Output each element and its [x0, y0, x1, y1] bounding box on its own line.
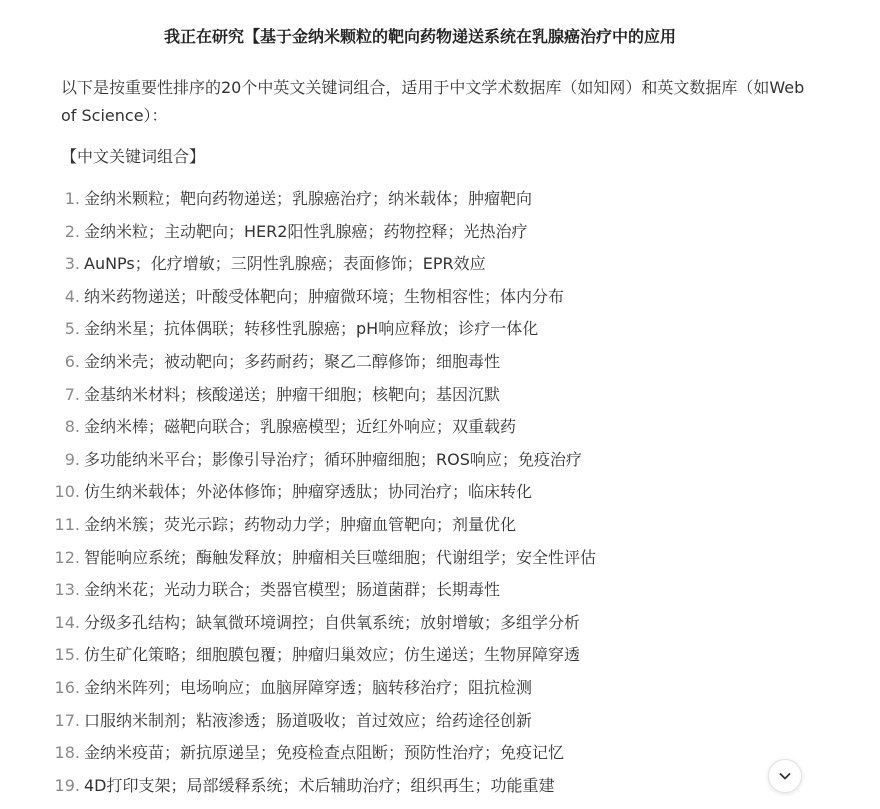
- keyword-item-number: 19.: [54, 775, 80, 795]
- scroll-down-button[interactable]: [768, 759, 802, 793]
- keyword-item-text: 多功能纳米平台；影像引导治疗；循环肿瘤细胞；ROS响应；免疫治疗: [84, 449, 582, 469]
- keyword-item: [0, 739, 880, 772]
- keyword-item-number: 2.: [64, 221, 80, 241]
- keyword-item: [0, 348, 880, 381]
- keyword-item-text: 金纳米簇；荧光示踪；药物动力学；肿瘤血管靶向；剂量优化: [84, 514, 517, 534]
- keyword-item: [0, 185, 880, 218]
- keyword-item: [0, 315, 880, 348]
- keyword-item: [0, 446, 880, 479]
- keyword-item-number: 12.: [54, 547, 80, 567]
- keyword-item-number: 18.: [54, 743, 80, 763]
- chevron-down-icon: [778, 769, 792, 783]
- keyword-item-text: 金纳米壳；被动靶向；多药耐药；聚乙二醇修饰；细胞毒性: [84, 351, 501, 371]
- keyword-item-text: 口服纳米制剂；粘液渗透；肠道吸收；首过效应；给药途径创新: [84, 710, 533, 730]
- keyword-item-number: 7.: [64, 384, 80, 404]
- keyword-item-text: 金纳米粒；主动靶向；HER2阳性乳腺癌；药物控释；光热治疗: [84, 221, 528, 241]
- keyword-item-text: AuNPs；化疗增敏；三阴性乳腺癌；表面修饰；EPR效应: [84, 254, 486, 274]
- question-title: 我正在研究【基于金纳米颗粒的靶向药物递送系统在乳腺癌治疗中的应用: [163, 27, 676, 46]
- keyword-item: [0, 413, 880, 446]
- keyword-item-number: 3.: [64, 254, 80, 274]
- keyword-item-number: 9.: [64, 449, 80, 469]
- keyword-item-text: 金纳米颗粒；靶向药物递送；乳腺癌治疗；纳米载体；肿瘤靶向: [84, 189, 533, 208]
- section-heading: 【中文关键词组合】: [61, 147, 206, 166]
- keyword-item: [0, 218, 880, 251]
- keyword-list: [0, 185, 880, 804]
- keyword-item-text: 金纳米疫苗；新抗原递呈；免疫检查点阻断；预防性治疗；免疫记忆: [84, 743, 565, 763]
- keyword-item: [0, 772, 880, 805]
- keyword-item-text: 4D打印支架；局部缓释系统；术后辅助治疗；组织再生；功能重建: [84, 775, 555, 795]
- keyword-item-text: 金纳米棒；磁靶向联合；乳腺癌模型；近红外响应；双重载药: [84, 417, 517, 437]
- keyword-item: [0, 641, 880, 674]
- keyword-item: [0, 478, 880, 511]
- keyword-item-number: 17.: [54, 710, 80, 730]
- keyword-item: [0, 544, 880, 577]
- keyword-item: [0, 576, 880, 609]
- keyword-item-number: 14.: [54, 612, 80, 632]
- keyword-item-text: 纳米药物递送；叶酸受体靶向；肿瘤微环境；生物相容性；体内分布: [84, 286, 565, 306]
- keyword-item: [0, 381, 880, 414]
- keyword-item-text: 智能响应系统；酶触发释放；肿瘤相关巨噬细胞；代谢组学；安全性评估: [84, 547, 597, 567]
- keyword-item-number: 1.: [64, 189, 80, 208]
- keyword-item-number: 16.: [54, 677, 80, 697]
- keyword-item: [0, 674, 880, 707]
- keyword-item-text: 金纳米星；抗体偶联；转移性乳腺癌；pH响应释放；诊疗一体化: [84, 319, 539, 339]
- keyword-item-text: 金纳米花；光动力联合；类器官模型；肠道菌群；长期毒性: [84, 580, 501, 600]
- keyword-item-text: 分级多孔结构；缺氧微环境调控；自供氧系统；放射增敏；多组学分析: [84, 612, 581, 632]
- keyword-item-text: 仿生纳米载体；外泌体修饰；肿瘤穿透肽；协同治疗；临床转化: [84, 482, 533, 502]
- keyword-item-text: 金纳米阵列；电场响应；血脑屏障穿透；脑转移治疗；阻抗检测: [84, 677, 533, 697]
- keyword-item-number: 15.: [54, 645, 80, 665]
- keyword-item-number: 6.: [64, 351, 80, 371]
- keyword-item-number: 11.: [54, 514, 80, 534]
- keyword-item-text: 金基纳米材料；核酸递送；肿瘤干细胞；核靶向；基因沉默: [84, 384, 501, 404]
- keyword-item-number: 13.: [54, 580, 80, 600]
- keyword-item-number: 5.: [64, 319, 80, 339]
- keyword-item-number: 4.: [64, 286, 80, 306]
- keyword-item: [0, 283, 880, 316]
- keyword-item-text: 仿生矿化策略；细胞膜包覆；肿瘤归巢效应；仿生递送；生物屏障穿透: [84, 645, 581, 665]
- keyword-item-number: 10.: [54, 482, 80, 502]
- intro-paragraph: 以下是按重要性排序的20个中英文关键词组合，适用于中文学术数据库（如知网）和英文数据库（如Web of Science）：: [61, 78, 805, 125]
- keyword-item: [0, 511, 880, 544]
- keyword-item-number: 8.: [64, 417, 80, 437]
- keyword-item: [0, 609, 880, 642]
- keyword-item: [0, 250, 880, 283]
- keyword-item: [0, 707, 880, 740]
